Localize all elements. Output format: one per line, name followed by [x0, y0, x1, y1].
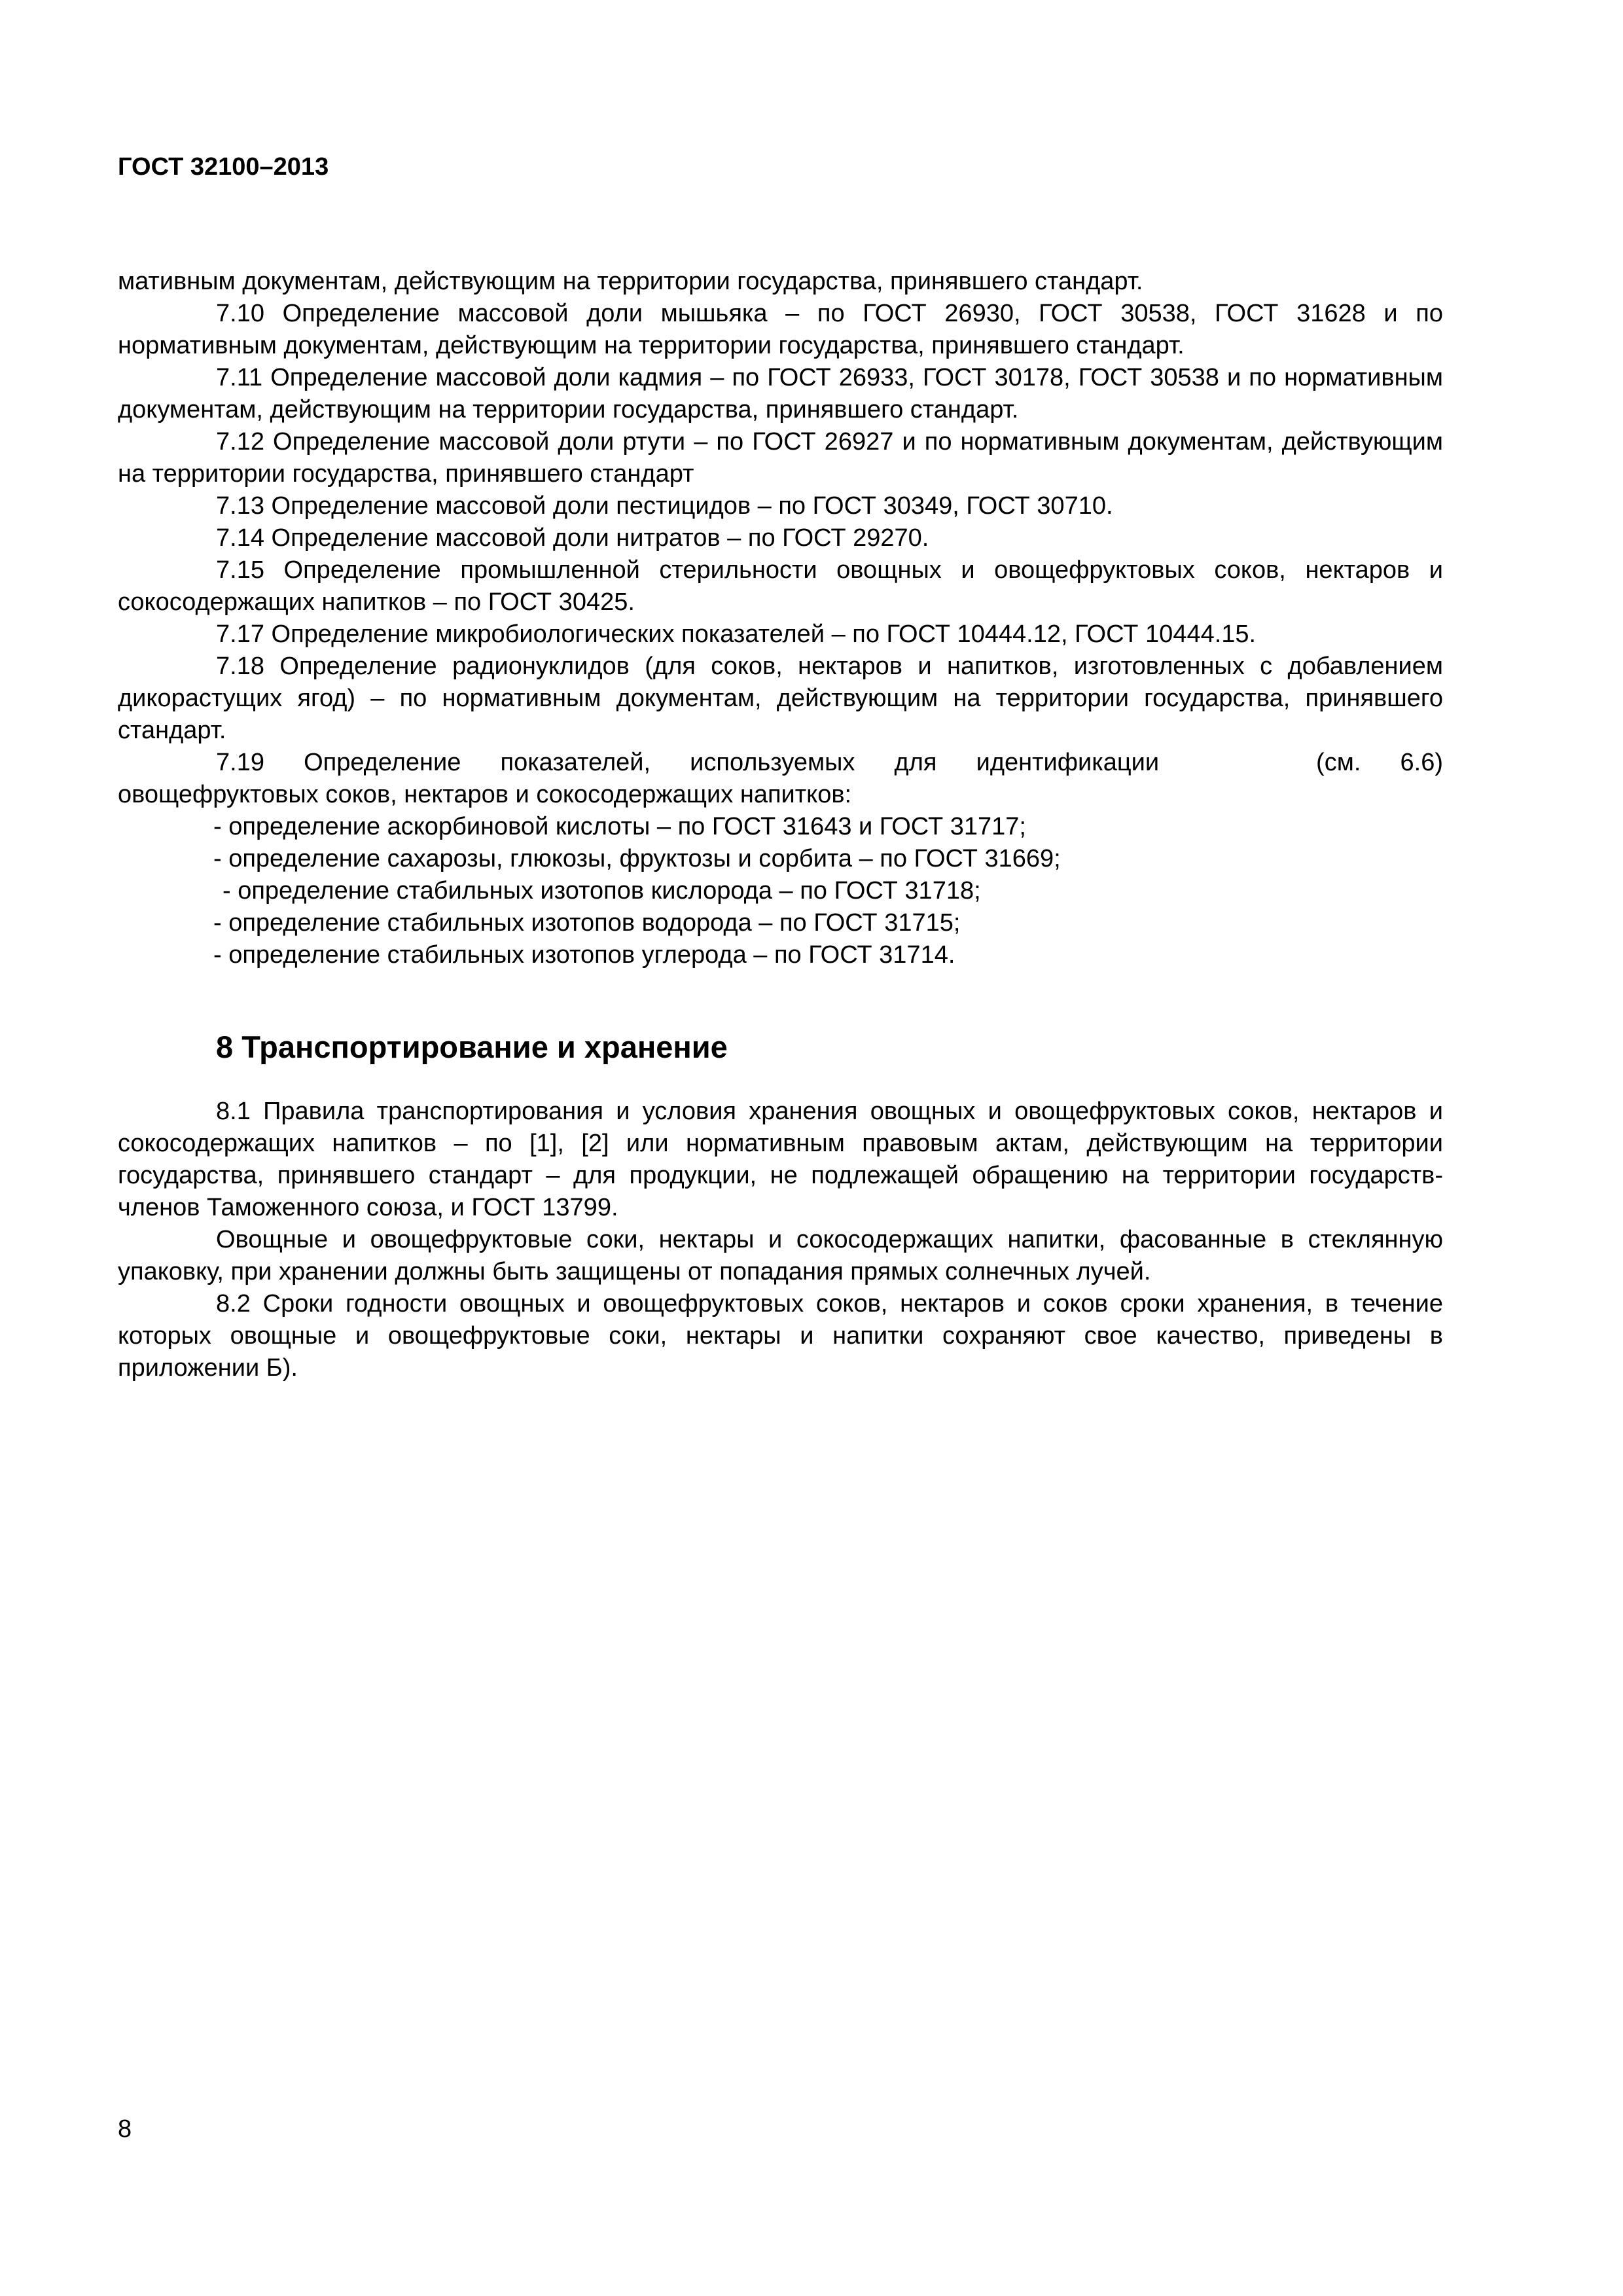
paragraph-8-1-note: Овощные и овощефруктовые соки, нектары и сокосодержащих напитки, фасованные в стеклянную упаковку, при хранении должны быть защищены от попадания прямых солнечных лучей.: [118, 1226, 1443, 1285]
section-heading: 8 Транспортирование и хранение: [216, 1030, 728, 1064]
paragraph-7-14: 7.14 Определение массовой доли нитратов – по ГОСТ 29270.: [216, 524, 929, 552]
paragraph-7-17: 7.17 Определение микробиологических показателей – по ГОСТ 10444.12, ГОСТ 10444.15.: [216, 620, 1257, 648]
list-item: - определение стабильных изотопов углерода – по ГОСТ 31714.: [213, 941, 955, 969]
document-code: ГОСТ 32100–2013: [118, 153, 329, 181]
list-item: - определение стабильных изотопов водорода – по ГОСТ 31715;: [213, 909, 961, 937]
paragraph-7-18: 7.18 Определение радионуклидов (для соков, нектаров и напитков, изготовленных с добавлением дикорастущих ягод) – по нормативным документам, действующим на территории государства, принявшего стандарт.: [118, 653, 1443, 744]
list-item: - определение аскорбиновой кислоты – по ГОСТ 31643 и ГОСТ 31717;: [213, 813, 1026, 840]
list-item: - определение стабильных изотопов кислорода – по ГОСТ 31718;: [223, 877, 981, 905]
paragraph-7-15: 7.15 Определение промышленной стерильности овощных и овощефруктовых соков, нектаров и сокосодержащих напитков – по ГОСТ 30425.: [118, 556, 1443, 616]
paragraph-7-19-text: 7.19 Определение показателей, используемых для идентификации: [216, 749, 1160, 776]
paragraph-7-10: 7.10 Определение массовой доли мышьяка – по ГОСТ 26930, ГОСТ 30538, ГОСТ 31628 и по нормативным документам, действующим на территории государства, принявшего стандарт.: [118, 300, 1443, 359]
paragraph-7-19: [118, 747, 1443, 811]
paragraph-7-12: 7.12 Определение массовой доли ртути – по ГОСТ 26927 и по нормативным документам, действующим на территории государства, принявшего стандарт: [118, 428, 1443, 488]
paragraph-8-1: 8.1 Правила транспортирования и условия хранения овощных и овощефруктовых соков, нектаров и сокосодержащих напитков – по [1], [2] или нормативным правовым актам, действующим на территории государства, принявшего стандарт – для продукции, не подлежащей обращению на территории государств-членов Таможенного союза, и ГОСТ 13799.: [118, 1098, 1443, 1221]
paragraph-7-19-continuation: (см. 6.6) овощефруктовых соков, нектаров и сокосодержащих напитков:: [118, 749, 1444, 808]
list-item: - определение сахарозы, глюкозы, фруктозы и сорбита – по ГОСТ 31669;: [213, 845, 1061, 872]
paragraph-7-11: 7.11 Определение массовой доли кадмия – по ГОСТ 26933, ГОСТ 30178, ГОСТ 30538 и по нормативным документам, действующим на территории государства, принявшего стандарт.: [118, 364, 1443, 423]
page-number: 8: [118, 2115, 132, 2143]
paragraph-continuation: мативным документам, действующим на территории государства, принявшего стандарт.: [118, 268, 1143, 295]
document-body: [118, 266, 1443, 1384]
paragraph-7-13: 7.13 Определение массовой доли пестицидов – по ГОСТ 30349, ГОСТ 30710.: [216, 492, 1113, 520]
paragraph-8-2: 8.2 Сроки годности овощных и овощефруктовых соков, нектаров и соков сроки хранения, в течение которых овощные и овощефруктовые соки, нектары и напитки сохраняют свое качество, приведены в приложении Б).: [118, 1290, 1443, 1382]
